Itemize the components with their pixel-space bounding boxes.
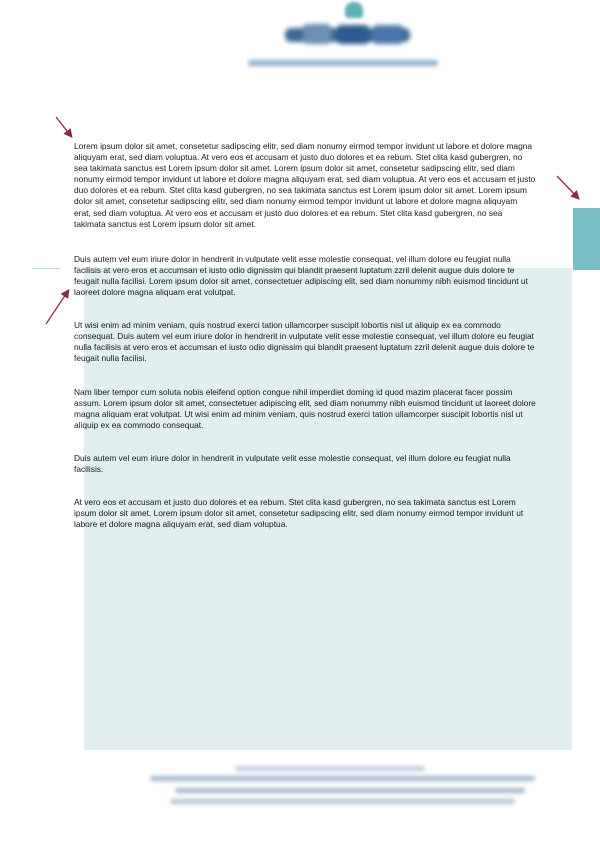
arrow-down-right-icon <box>56 117 71 136</box>
arrow-down-right-icon <box>557 176 578 198</box>
paragraph-1: Lorem ipsum dolor sit amet, consetetur sadipscing elitr, sed diam nonumy eirmod tempor invidunt ut labore et dolore magna aliquyam erat, sed diam voluptua. At vero eos et accusam et justo duo dolores et ea rebum. Stet clita kasd gubergren, no sea takimata sanctus est Lorem ipsum dolor sit amet. Lorem ipsum dolor sit amet, consetetur sadipscing elitr, sed diam nonumy eirmod tempor invidunt ut labore et dolore magna aliquyam erat, sed diam voluptua. At vero eos et accusam et justo duo dolores et ea rebum. Stet clita kasd gubergren, no sea takimata sanctus est Lorem ipsum dolor sit amet. Lorem ipsum dolor sit amet, consetetur sadipscing elitr, sed diam nonumy eirmod tempor invidunt ut labore et dolore magna aliquyam erat, sed diam voluptua. At vero eos et accusam et justo duo dolores et ea rebum. Stet clita kasd gubergren, no sea takimata sanctus est Lorem ipsum dolor sit amet. <box>74 141 536 229</box>
paragraph-6: At vero eos et accusam et justo duo dolores et ea rebum. Stet clita kasd gubergren, no sea takimata sanctus est Lorem ipsum dolor sit amet. Lorem ipsum dolor sit amet, consetetur sadipscing elitr, sed diam nonumy eirmod tempor invidunt ut labore et dolore magna aliquyam erat, sed diam voluptua. <box>74 497 524 530</box>
paragraph-5: Duis autem vel eum iriure dolor in hendrerit in vulputate velit esse molestie consequat, vel illum dolore eu feugiat nulla facilisis. <box>74 452 511 474</box>
paragraph-4: Nam liber tempor cum soluta nobis eleifend option congue nihil imperdiet doming id quod mazim placerat facer possim assum. Lorem ipsum dolor sit amet, consectetuer adipiscing elit, sed diam nonummy nibh euismod tincidunt ut laoreet dolore magna aliquam erat volutpat. Ut wisi enim ad minim veniam, quis nostrud exerci tation ullamcorper suscipit lobortis nisl ut aliquip ex ea commodo consequat. <box>74 386 536 430</box>
body-text <box>74 141 536 552</box>
paragraph-2: Duis autem vel eum iriure dolor in hendrerit in vulputate velit esse molestie consequat, vel illum dolore eu feugiat nulla facilisis at vero eros et accumsan et iusto odio dignissim qui blandit praesent luptatum zzril delenit augue duis dolore te feugait nulla facilisi. Lorem ipsum dolor sit amet, consectetuer adipiscing elit, sed diam nonummy nibh euismod tincidunt ut laoreet dolore magna aliquam erat volutpat. <box>74 253 528 298</box>
paragraph-3: Ut wisi enim ad minim veniam, quis nostrud exerci tation ullamcorper suscipit lobortis nisl ut aliquip ex ea commodo consequat. Duis autem vel eum iriure dolor in hendrerit in vulputate velit esse molestie consequat, vel illum dolore eu feugiat nulla facilisis at vero eros et accumsan et iusto odio dignissim qui blandit praesent luptatum zzril delenit augue duis dolore te feugait nulla facilisi. <box>74 320 535 364</box>
arrow-up-right-icon <box>46 291 68 324</box>
